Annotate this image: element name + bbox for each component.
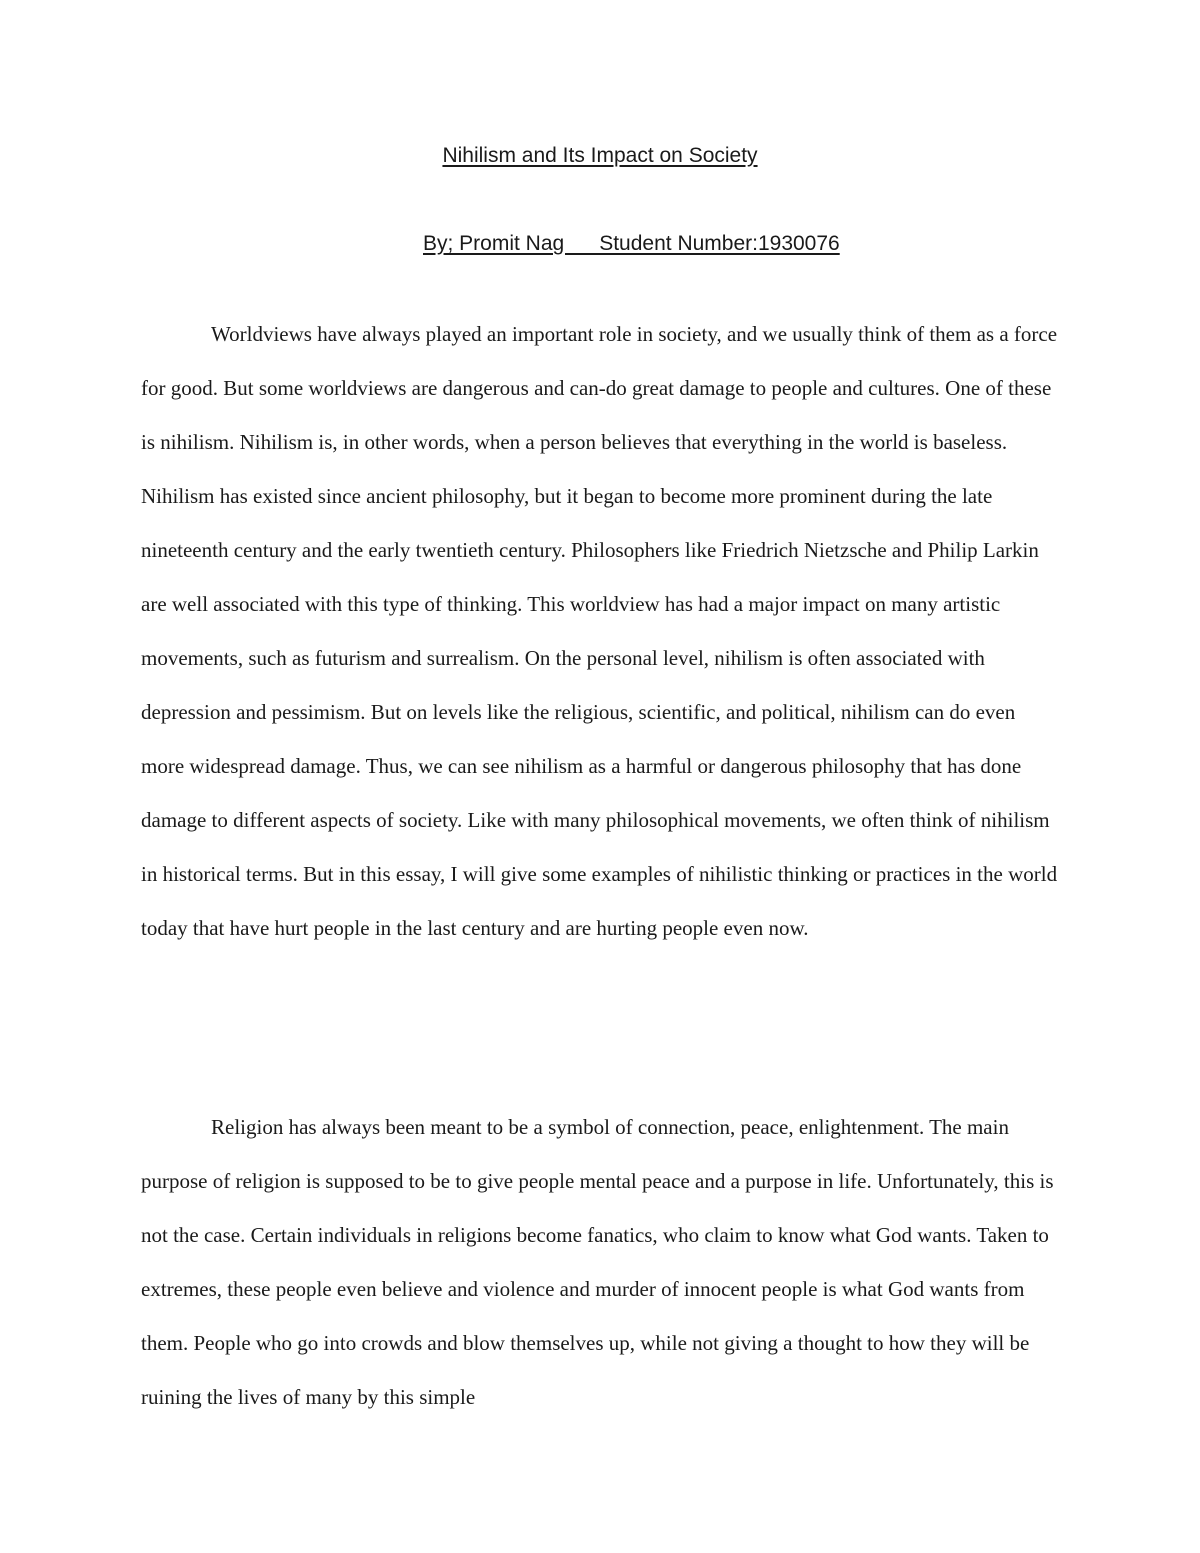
body-paragraph-1-block xyxy=(141,307,1061,955)
author-byline: By; Promit Nag Student Number:1930076 xyxy=(423,232,840,255)
body-paragraph: Religion has always been meant to be a symbol of connection, peace, enlightenment. The main purpose of religion is supposed to be to give people mental peace and a purpose in life. Unfortunately, this is not the case. Certain individuals in religions become fanatics, who claim to know what God wants. Taken to extremes, these people even believe and violence and murder of innocent people is what God wants from them. People who go into crowds and blow themselves up, while not giving a thought to how they will be ruining the lives of many by this simple xyxy=(141,1115,1054,1409)
body-paragraph-2-block xyxy=(141,1100,1061,1424)
document-title: Nihilism and Its Impact on Society xyxy=(442,144,758,167)
body-paragraph: Worldviews have always played an important role in society, and we usually think of them as a force for good. But some worldviews are dangerous and can-do great damage to people and cultures. One of these is nihilism. Nihilism is, in other words, when a person believes that everything in the world is baseless. Nihilism has existed since ancient philosophy, but it began to become more prominent during the late nineteenth century and the early twentieth century. Philosophers like Friedrich Nietzsche and Philip Larkin are well associated with this type of thinking. This worldview has had a major impact on many artistic movements, such as futurism and surrealism. On the personal level, nihilism is often associated with depression and pessimism. But on levels like the religious, scientific, and political, nihilism can do even more widespread damage. Thus, we can see nihilism as a harmful or dangerous philosophy that has done damage to different aspects of society. Like with many philosophical movements, we often think of nihilism in historical terms. But in this essay, I will give some examples of nihilistic thinking or practices in the world today that have hurt people in the last century and are hurting people even now. xyxy=(141,322,1058,940)
